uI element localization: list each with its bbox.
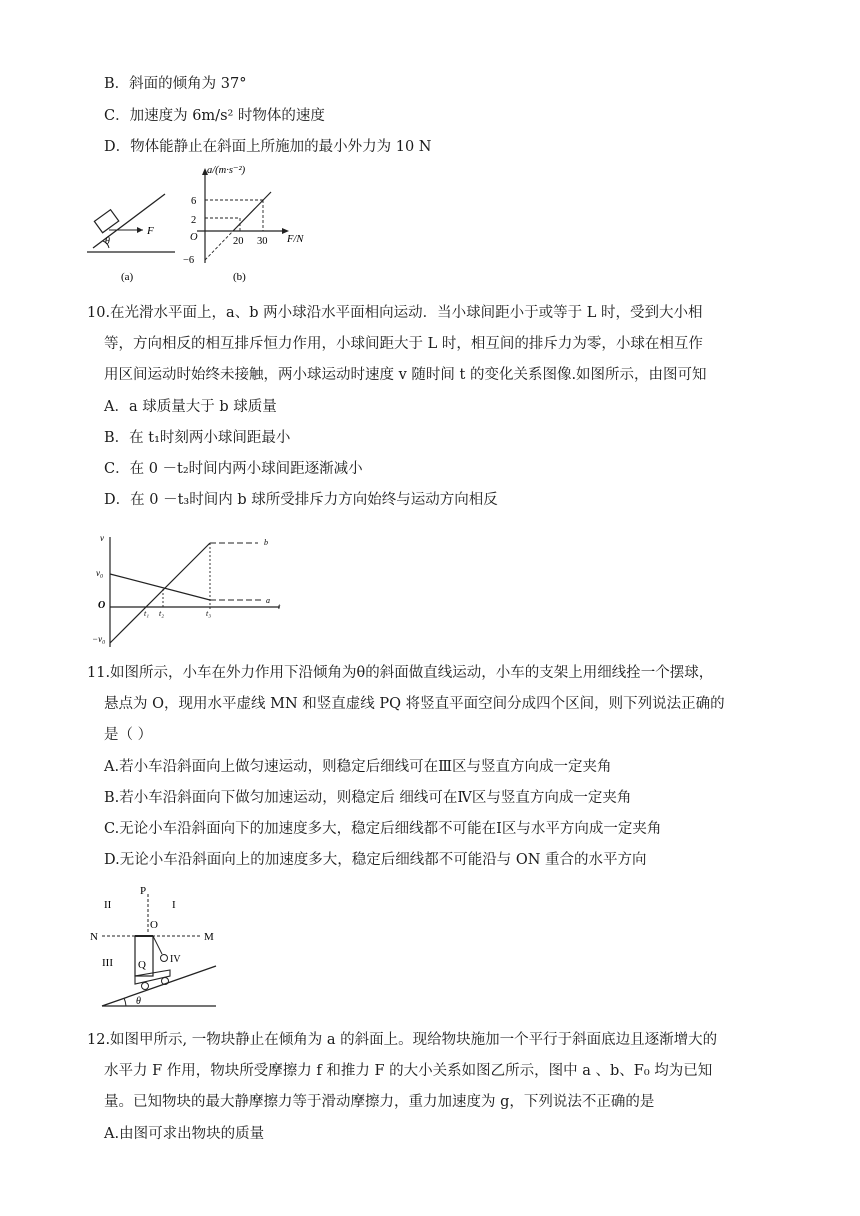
q9-origin: O bbox=[190, 232, 198, 243]
q10-origin: O bbox=[98, 600, 106, 611]
q10-stem-line-3: 用区间运动时始终未接触，两小球运动时速度 v 随时间 t 的变化关系图像.如图所示，由图可知 bbox=[104, 367, 707, 383]
q11-option-d: D.无论小车沿斜面向上的加速度多大，稳定后细线都不可能沿与 ON 重合的水平方向 bbox=[104, 852, 647, 868]
q11-label-n: N bbox=[90, 931, 98, 943]
q11-region-4: IV bbox=[170, 954, 181, 965]
q11-label-m: M bbox=[204, 931, 214, 943]
q9-ytick-6: 6 bbox=[191, 196, 197, 207]
q10-t1: t₁ bbox=[144, 609, 150, 618]
q9-caption-a: (a) bbox=[121, 271, 134, 283]
q11-label-p: P bbox=[140, 885, 147, 897]
q9-ytick-neg6: −6 bbox=[183, 255, 195, 266]
q9-xtick-20: 20 bbox=[233, 236, 244, 247]
q11-option-b: B.若小车沿斜面向下做匀加速运动，则稳定后 细线可在Ⅳ区与竖直方向成一定夹角 bbox=[104, 790, 632, 806]
q9-option-c: C．加速度为 6m/s² 时物体的速度 bbox=[104, 108, 325, 124]
q9-ytick-2: 2 bbox=[191, 215, 197, 226]
q11-region-2: II bbox=[104, 899, 112, 911]
q9-xlabel: F/N bbox=[287, 234, 304, 245]
q12-option-a: A.由图可求出物块的质量 bbox=[104, 1126, 265, 1142]
q11-label-q: Q bbox=[138, 959, 146, 971]
q10-v0-label: v₀ bbox=[96, 568, 104, 578]
q11-stem-line-2: 悬点为 O，现用水平虚线 MN 和竖直虚线 PQ 将竖直平面空间分成四个区间，则下列说法正确的 bbox=[104, 696, 725, 712]
q12-stem-line-1: 12.如图甲所示, 一物块静止在倾角为 a 的斜面上。现给物块施加一个平行于斜面底边且逐渐增大的 bbox=[87, 1032, 718, 1048]
q9-option-b: B．斜面的倾角为 37° bbox=[104, 76, 247, 92]
q11-figure bbox=[88, 880, 228, 1012]
q10-option-c: C．在 0 －t₂时间内两小球间距逐渐减小 bbox=[104, 461, 363, 477]
q11-stem-line-3: 是（ ） bbox=[104, 727, 153, 743]
q9-angle-label: θ bbox=[105, 236, 110, 247]
q11-region-3: III bbox=[102, 957, 113, 969]
q9-option-d: D．物体能静止在斜面上所施加的最小外力为 10 N bbox=[104, 139, 432, 155]
q10-a-label: a bbox=[266, 596, 270, 605]
q10-vt-graph bbox=[88, 527, 288, 651]
q10-neg-v0-label: −v₀ bbox=[92, 634, 106, 644]
q12-stem-line-2: 水平力 F 作用，物块所受摩擦力 f 和推力 F 的大小关系如图乙所示，图中 a 、b、F₀ 均为已知 bbox=[104, 1063, 713, 1079]
q10-option-d: D．在 0 －t₃时间内 b 球所受排斥力方向始终与运动方向相反 bbox=[104, 492, 498, 508]
q9-xtick-30: 30 bbox=[257, 236, 268, 247]
q11-stem-line-1: 11.如图所示，小车在外力作用下沿倾角为θ的斜面做直线运动，小车的支架上用细线拴一个摆球， bbox=[87, 665, 714, 681]
q10-option-b: B．在 t₁时刻两小球间距最小 bbox=[104, 430, 291, 446]
q9-figure bbox=[85, 160, 325, 290]
q10-v-axis: v bbox=[100, 533, 104, 543]
q10-b-label: b bbox=[264, 538, 268, 547]
q9-caption-b: (b) bbox=[233, 271, 246, 283]
q11-option-c: C.无论小车沿斜面向下的加速度多大，稳定后细线都不可能在Ⅰ区与水平方向成一定夹角 bbox=[104, 821, 662, 837]
q12-stem-line-3: 量。已知物块的最大静摩擦力等于滑动摩擦力，重力加速度为 g，下列说法不正确的是 bbox=[104, 1094, 655, 1110]
q9-force-label: F bbox=[147, 225, 154, 237]
q10-t2: t₂ bbox=[159, 609, 165, 618]
q11-region-1: I bbox=[172, 899, 176, 911]
q10-t-axis: t bbox=[278, 602, 281, 611]
q10-option-a: A．a 球质量大于 b 球质量 bbox=[104, 399, 277, 415]
q9-ylabel: a/(m·s⁻²) bbox=[207, 165, 246, 176]
q11-label-o: O bbox=[150, 919, 158, 931]
q10-stem-line-1: 10.在光滑水平面上，a、b 两小球沿水平面相向运动．当小球间距小于或等于 L 时，受到大小相 bbox=[87, 305, 703, 321]
q11-option-a: A.若小车沿斜面向上做匀速运动，则稳定后细线可在Ⅲ区与竖直方向成一定夹角 bbox=[104, 759, 612, 775]
q10-stem-line-2: 等，方向相反的相互排斥恒力作用，小球间距大于 L 时，相互间的排斥力为零，小球在相互作 bbox=[104, 336, 703, 352]
q10-t3: t₃ bbox=[206, 609, 212, 618]
q11-theta: θ bbox=[136, 996, 141, 1007]
